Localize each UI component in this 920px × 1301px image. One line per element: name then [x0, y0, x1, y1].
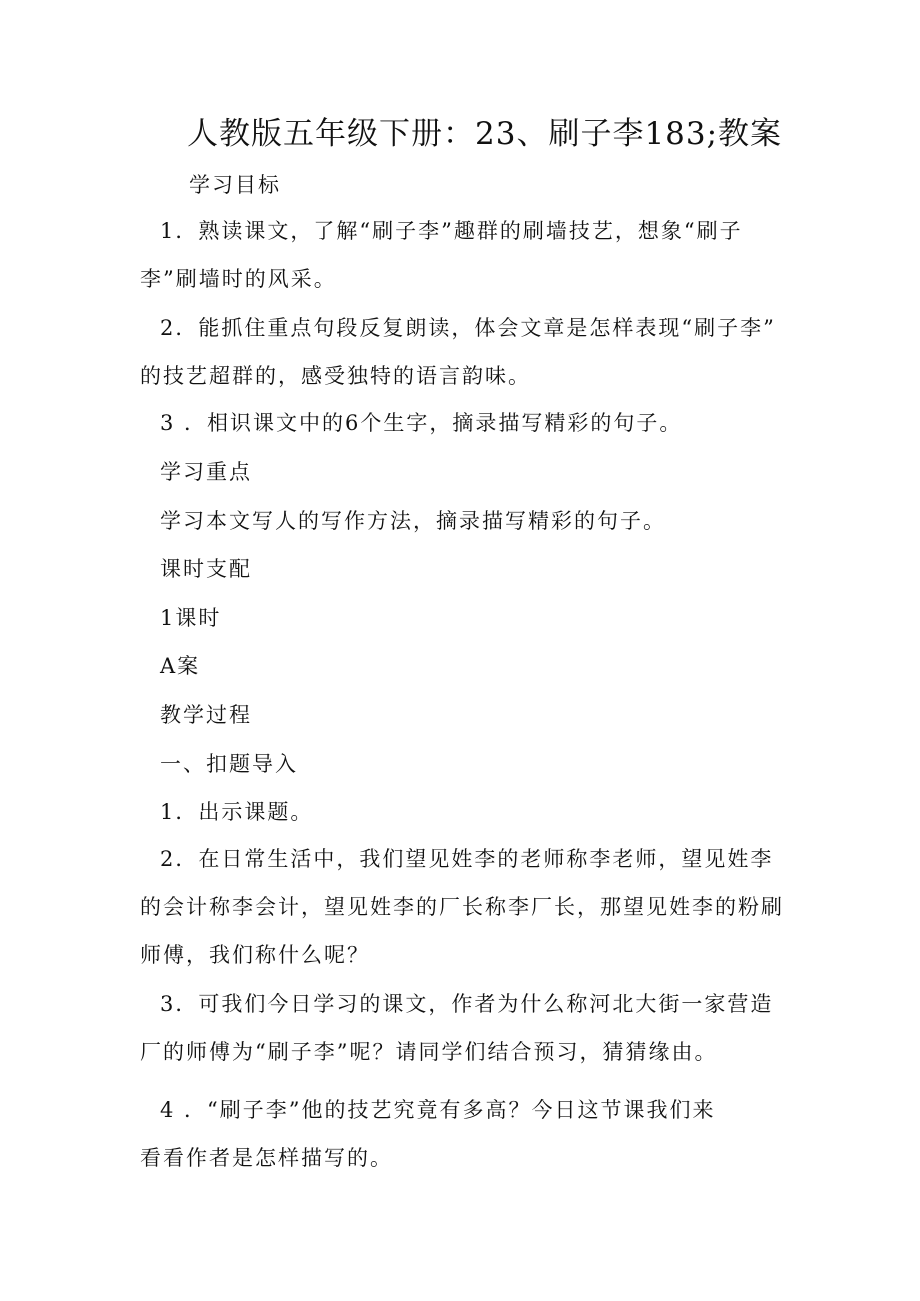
- step-heading: 一、扣题导入: [160, 752, 298, 776]
- step-2: [140, 835, 784, 979]
- focus-text: 学习本文写人的写作方法，摘录描写精彩的句子。: [160, 509, 666, 533]
- step-3: [140, 980, 773, 1076]
- step-4-line-1: 4 ．“刷子李”他的技艺究竟有多高？今日这节课我们来: [160, 1098, 716, 1122]
- objective-1-line-2: 李”刷墙时的风采。: [140, 267, 337, 291]
- objectives-heading: 学习目标: [189, 173, 281, 197]
- step-4: [140, 1086, 716, 1182]
- step-1: 1．出示课题。: [160, 800, 314, 824]
- objective-2-line-1: 2．能抓住重点句段反复朗读，体会文章是怎样表现“刷子李”: [160, 316, 776, 340]
- step-2-line-1: 2．在日常生活中，我们望见姓李的老师称李老师，望见姓李: [160, 847, 774, 871]
- document-title: 人教版五年级下册：23、刷子李183;教案: [187, 116, 783, 152]
- step-3-line-1: 3．可我们今日学习的课文，作者为什么称河北大街一家营造: [160, 992, 774, 1016]
- schedule-heading: 课时支配: [160, 557, 252, 581]
- step-2-line-2: 的会计称李会计，望见姓李的厂长称李厂长，那望见姓李的粉刷: [140, 895, 784, 919]
- step-3-line-2: 厂的师傅为“刷子李”呢？请同学们结合预习，猜猜缘由。: [140, 1040, 718, 1064]
- objective-2: [140, 304, 776, 400]
- objective-2-line-2: 的技艺超群的，感受独特的语言韵味。: [140, 364, 531, 388]
- schedule-text: 1课时: [160, 606, 222, 630]
- process-heading: 教学过程: [160, 703, 252, 727]
- step-4-line-2: 看看作者是怎样描写的。: [140, 1146, 393, 1170]
- objective-3: 3 ．相识课文中的6个生字，摘录描写精彩的句子。: [160, 411, 683, 435]
- plan-label: A案: [160, 654, 201, 678]
- step-2-line-3: 师傅，我们称什么呢？: [140, 943, 370, 967]
- objective-1-line-1: 1．熟读课文，了解“刷子李”趣群的刷墙技艺，想象“刷子: [160, 219, 743, 243]
- objective-1: [140, 207, 743, 303]
- focus-heading: 学习重点: [160, 460, 252, 484]
